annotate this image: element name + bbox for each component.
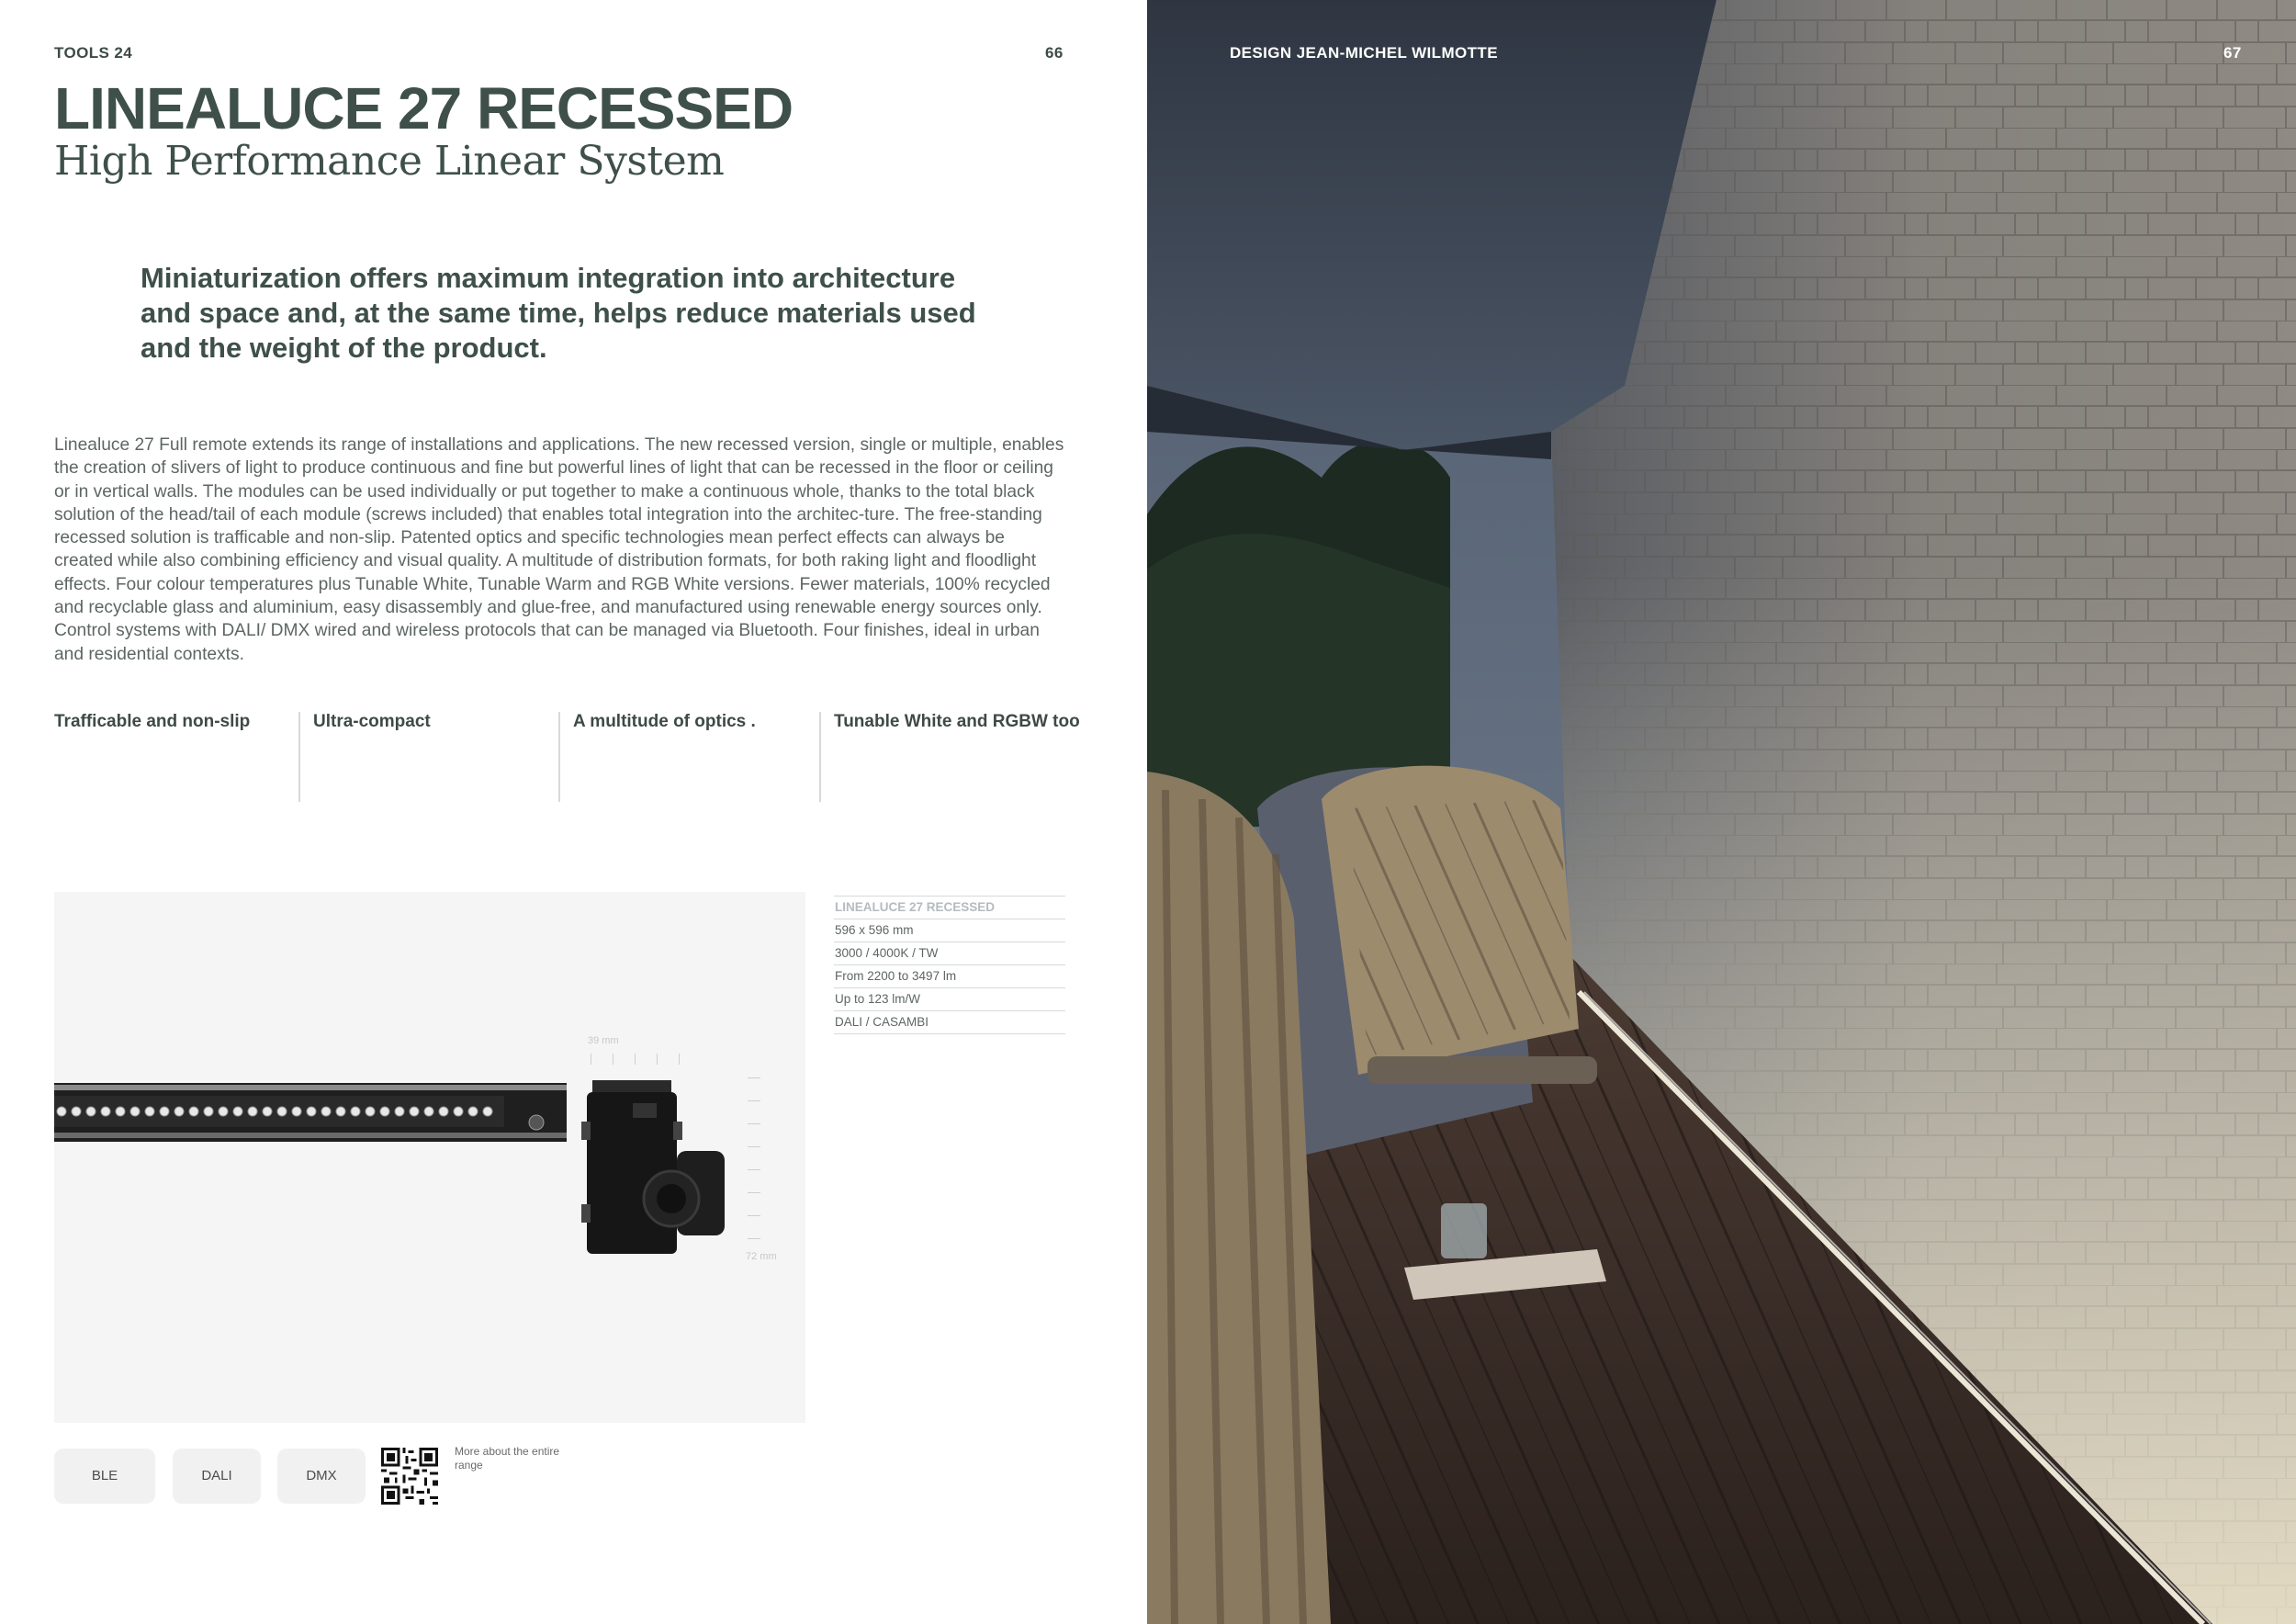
width-dimension-label: 39 mm [588,1035,619,1046]
control-badge-dmx: DMX [277,1449,366,1504]
dimension-tick [679,1054,680,1065]
control-badge-ble: BLE [54,1449,155,1504]
led-dot [233,1107,242,1116]
qr-caption: More about the entire range [455,1445,560,1472]
led-dot [307,1107,316,1116]
led-dot [263,1107,272,1116]
dimension-tick [748,1100,760,1101]
lead-paragraph: Miniaturization offers maximum integration into architecture and space and, at the same time, helps reduce materials used and the weight of the product. [141,262,976,364]
led-dot [468,1107,478,1116]
dimension-tick [635,1054,636,1065]
led-dot [483,1107,492,1116]
page-subtitle: High Performance Linear System [54,138,725,185]
feature-item: A multitude of optics . [558,712,756,802]
page-title: LINEALUCE 27 RECESSED [54,75,793,141]
led-dot [189,1107,198,1116]
led-dot [86,1107,96,1116]
led-dot [248,1107,257,1116]
led-dot [410,1107,419,1116]
product-drawing [54,892,805,1423]
led-dot [145,1107,154,1116]
led-dot [424,1107,433,1116]
dimension-tick [748,1077,760,1078]
spec-row: 3000 / 4000K / TW [834,942,1065,965]
led-dot [116,1107,125,1116]
led-dot [454,1107,463,1116]
led-dot [277,1107,287,1116]
page-number: 66 [1045,44,1064,62]
led-dot [130,1107,140,1116]
dimension-tick [748,1238,760,1239]
dimension-tick [748,1215,760,1216]
led-dot [72,1107,81,1116]
led-dot [351,1107,360,1116]
led-dot [366,1107,375,1116]
led-dot [174,1107,184,1116]
led-dot [57,1107,66,1116]
dimension-tick [748,1123,760,1124]
spec-row: From 2200 to 3497 lm [834,965,1065,988]
product-image-panel [54,892,805,1423]
led-dot [101,1107,110,1116]
led-dot [336,1107,345,1116]
led-dot [292,1107,301,1116]
body-paragraph: Linealuce 27 Full remote extends its range of installations and applications. The new recessed version, single or multiple, enables the creation of slivers of light to produce continuous and fine but powerful lines of light that can be recessed in the floor or ceiling or in vertical walls. The modules can be used individually or put together to make a continuous whole, thanks to the total black solution of the head/tail of each module (screws included) that enables total integration into the architec-ture. The free-standing recessed solution is trafficable and non-slip. Patented optics and specific technologies mean perfect effects can always be created while also combining efficiency and visual quality. A multitude of distribution formats, for both raking light and floodlight effects. Four colour temperatures plus Tunable White, Tunable Warm and RGB White versions. Fewer materials, 100% recycled and recyclable glass and aluminium, easy disassembly and glue-free, and manufactured using renewable energy sources only. Control systems with DALI/ DMX wired and wireless protocols that can be managed via Bluetooth. Four finishes, ideal in urban and residential contexts. [54,435,1064,664]
left-page [0,0,1147,1624]
led-dot [380,1107,389,1116]
led-dot [160,1107,169,1116]
designer-credit: DESIGN JEAN-MICHEL WILMOTTE [1230,44,1498,62]
led-dot [204,1107,213,1116]
control-badge-dali: DALI [173,1449,261,1504]
terrace-photo [1147,0,2296,1624]
led-dot [321,1107,331,1116]
dimension-tick [748,1169,760,1170]
spec-row: 596 x 596 mm [834,919,1065,942]
photo-page [1147,0,2296,1624]
running-head: TOOLS 24 [54,44,133,62]
qr-code[interactable] [381,1448,438,1505]
led-dot [439,1107,448,1116]
feature-item: Tunable White and RGBW too [819,712,1080,802]
feature-item: Ultra-compact [298,712,431,802]
height-dimension-label: 72 mm [746,1251,777,1262]
spec-row: DALI / CASAMBI [834,1011,1065,1034]
dimension-tick [657,1054,658,1065]
page-number: 67 [2223,44,2242,62]
led-dot [395,1107,404,1116]
spec-table-header: LINEALUCE 27 RECESSED [834,896,1065,919]
feature-list [54,712,1083,804]
led-dot [219,1107,228,1116]
spec-row: Up to 123 lm/W [834,988,1065,1011]
dimension-tick [748,1192,760,1193]
dimension-tick [748,1146,760,1147]
feature-item: Trafficable and non-slip [54,712,251,731]
spec-table [834,896,1065,1034]
